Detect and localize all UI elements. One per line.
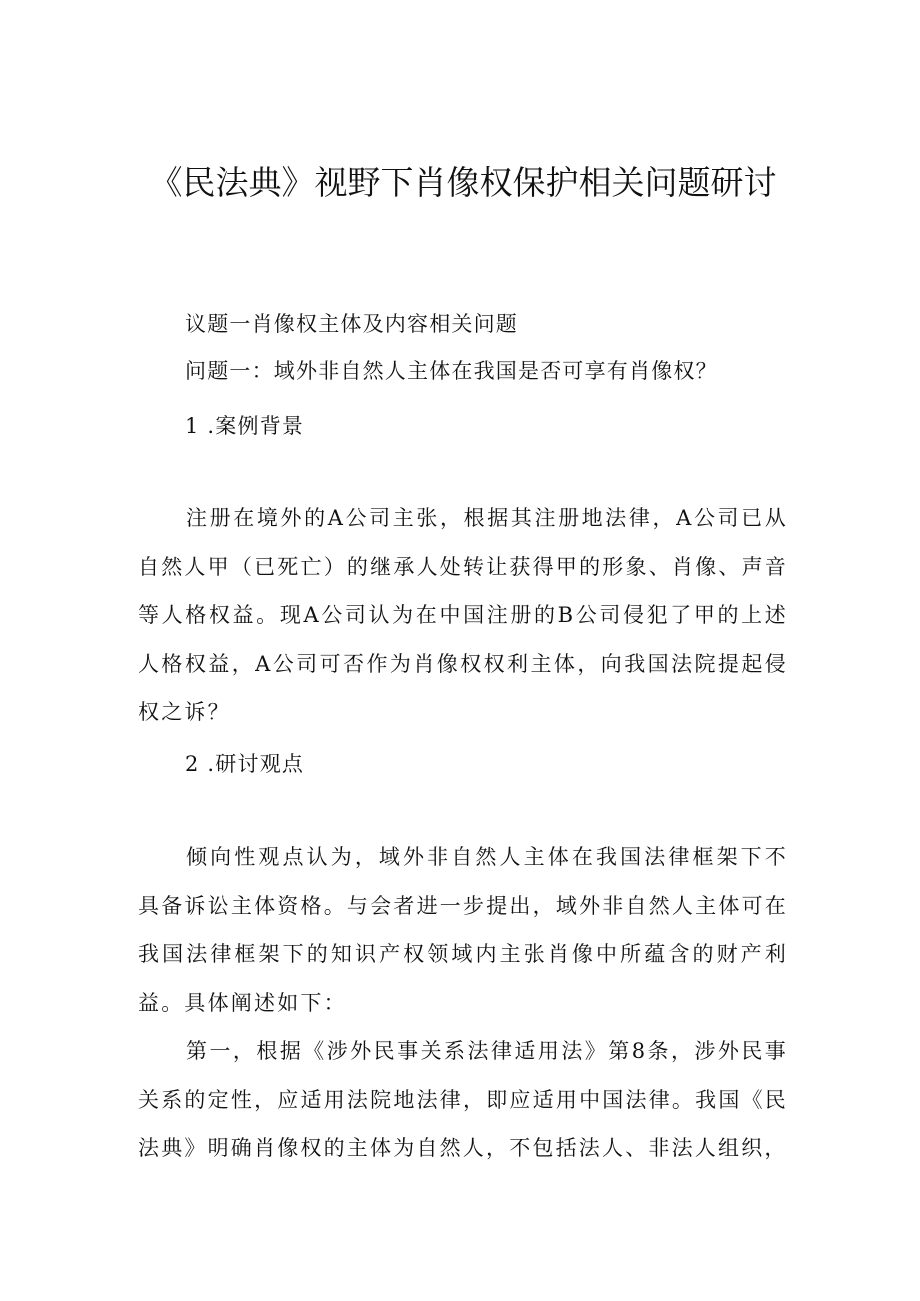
topic-heading: 议题一肖像权主体及内容相关问题 xyxy=(185,312,518,336)
section-heading-discussion: 2 .研讨观点 xyxy=(185,752,305,776)
question-heading: 问题一：域外非自然人主体在我国是否可享有肖像权？ xyxy=(185,359,718,383)
section-heading-case-background: 1 .案例背景 xyxy=(185,414,305,438)
document-title: 《民法典》视野下肖像权保护相关问题研讨 xyxy=(149,163,777,202)
paragraph-discussion-view: 倾向性观点认为，域外非自然人主体在我国法律框架下不具备诉讼主体资格。与会者进一步提出，域外非自然人主体可在我国法律框架下的知识产权领域内主张肖像中所蕴含的财产利益。具体阐述如下： xyxy=(138,845,788,1015)
paragraph-case-background: 注册在境外的A公司主张，根据其注册地法律，A公司已从自然人甲（已死亡）的继承人处转让获得甲的形象、肖像、声音等人格权益。现A公司认为在中国注册的B公司侵犯了甲的上述人格权益，A公司可否作为肖像权权利主体，向我国法院提起侵权之诉？ xyxy=(138,506,788,724)
paragraph-first-point: 第一，根据《涉外民事关系法律适用法》第8条，涉外民事关系的定性，应适用法院地法律，即应适用中国法律。我国《民法典》明确肖像权的主体为自然人，不包括法人、非法人组织， xyxy=(138,1039,788,1160)
